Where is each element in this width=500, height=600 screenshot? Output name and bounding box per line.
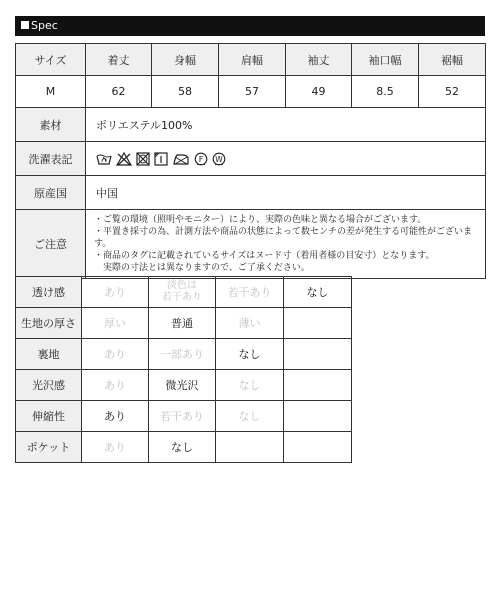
- feel-option-cell: なし: [149, 432, 216, 463]
- spec-title: Spec: [31, 19, 58, 32]
- feel-label: 透け感: [16, 277, 82, 308]
- feel-row: [16, 339, 352, 370]
- size-header-row: [16, 44, 486, 76]
- feel-option-cell: 微光沢: [149, 370, 216, 401]
- size-value-row: [16, 76, 486, 108]
- feel-option-cell: [284, 432, 352, 463]
- note-line: ・平置き採寸の為、計測方法や商品の状態によって数センチの差が発生する可能性がございます。: [94, 227, 473, 249]
- feel-option-cell: なし: [216, 401, 284, 432]
- origin-row: [16, 176, 486, 210]
- feel-option-cell: [284, 401, 352, 432]
- feel-option-cell: 一部あり: [149, 339, 216, 370]
- dry-clean-f-icon: [194, 152, 208, 166]
- size-value-cell: 49: [286, 76, 352, 108]
- feel-label: ポケット: [16, 432, 82, 463]
- washing-row: [16, 142, 486, 176]
- size-value-cell: 57: [219, 76, 286, 108]
- line-dry-shade-icon: [154, 152, 168, 166]
- size-value-cell: 8.5: [352, 76, 419, 108]
- feel-option-cell: あり: [82, 339, 149, 370]
- feel-row: [16, 370, 352, 401]
- spec-header: [15, 16, 485, 36]
- size-header-cell: 裾幅: [419, 44, 486, 76]
- feel-label: 裏地: [16, 339, 82, 370]
- material-label: 素材: [16, 108, 86, 142]
- size-header-cell: 袖丈: [286, 44, 352, 76]
- size-value-cell: 58: [152, 76, 219, 108]
- feel-option-cell: なし: [284, 277, 352, 308]
- square-icon: [21, 21, 29, 29]
- origin-value: 中国: [86, 176, 486, 210]
- notes-row: [16, 210, 486, 279]
- size-header-cell: 身幅: [152, 44, 219, 76]
- no-bleach-icon: [116, 152, 132, 166]
- feel-option-cell: 普通: [149, 308, 216, 339]
- wet-clean-w-icon: [212, 152, 226, 166]
- feel-label: 光沢感: [16, 370, 82, 401]
- feel-option-cell: あり: [82, 277, 149, 308]
- washing-icons: [86, 142, 486, 176]
- feel-option-cell: 厚い: [82, 308, 149, 339]
- iron-low-icon: [172, 152, 190, 166]
- feel-row: [16, 401, 352, 432]
- hand-wash-icon: [96, 152, 112, 166]
- feel-option-cell: なし: [216, 339, 284, 370]
- spec-table: [15, 43, 486, 279]
- origin-label: 原産国: [16, 176, 86, 210]
- feel-row: [16, 308, 352, 339]
- fabric-feel-table: [15, 276, 352, 463]
- feel-option-cell: あり: [82, 401, 149, 432]
- size-value-cell: M: [16, 76, 86, 108]
- notes-text: [86, 210, 486, 279]
- feel-option-text: 若干あり: [162, 292, 202, 303]
- wet-clean-letter: W: [215, 154, 223, 164]
- size-header-cell: サイズ: [16, 44, 86, 76]
- note-line: ・商品のタグに記載されているサイズはヌード寸（着用者様の目安寸）となります。: [94, 251, 435, 261]
- feel-label: 伸縮性: [16, 401, 82, 432]
- size-header-cell: 袖口幅: [352, 44, 419, 76]
- feel-row: [16, 277, 352, 308]
- feel-option-cell: なし: [216, 370, 284, 401]
- note-line: 実際の寸法とは異なりますので、ご了承ください。: [94, 263, 310, 273]
- size-value-cell: 52: [419, 76, 486, 108]
- feel-row: [16, 432, 352, 463]
- note-line: ・ご覧の環境（照明やモニター）により、実際の色味と異なる場合がございます。: [94, 215, 427, 225]
- material-row: [16, 108, 486, 142]
- size-header-cell: 肩幅: [219, 44, 286, 76]
- feel-option-text: 淡色は: [167, 280, 197, 291]
- material-value: ポリエステル100%: [86, 108, 486, 142]
- no-tumble-dry-icon: [136, 152, 150, 166]
- dry-clean-letter: F: [198, 154, 204, 164]
- feel-label: 生地の厚さ: [16, 308, 82, 339]
- feel-option-cell: [216, 432, 284, 463]
- feel-option-cell: 若干あり: [149, 401, 216, 432]
- size-header-cell: 着丈: [86, 44, 152, 76]
- feel-option-cell: [284, 370, 352, 401]
- size-value-cell: 62: [86, 76, 152, 108]
- feel-option-cell: 若干あり: [216, 277, 284, 308]
- feel-option-cell: [284, 339, 352, 370]
- feel-option-cell: [284, 308, 352, 339]
- washing-label: 洗濯表記: [16, 142, 86, 176]
- feel-option-cell: あり: [82, 370, 149, 401]
- notes-label: ご注意: [16, 210, 86, 279]
- feel-option-cell: あり: [82, 432, 149, 463]
- feel-option-cell: [149, 277, 216, 308]
- feel-option-cell: 薄い: [216, 308, 284, 339]
